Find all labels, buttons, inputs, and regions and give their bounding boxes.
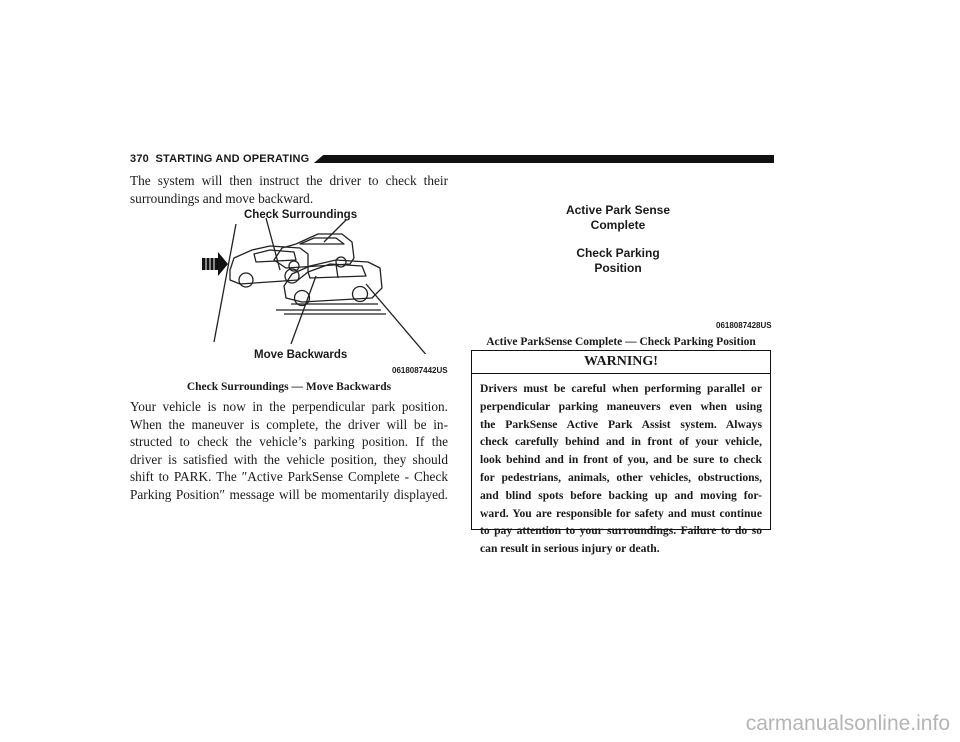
warning-line: to pay attention to your surroundings. Failure to do so [480,524,762,538]
body-line: When the maneuver is complete, the driver will be in- [130,416,448,432]
header-label [130,152,309,166]
page-header [130,152,774,166]
section-title: STARTING AND OPERATING [155,153,310,165]
body-paragraph [130,398,448,504]
display-line: Active Park Sense [565,203,671,217]
body-line: Your vehicle is now in the perpendicular park position. [130,399,448,414]
intro-line: The system will then instruct the driver to check their [130,173,448,188]
display-figure-code: 0618087428US [716,321,772,330]
warning-line: can result in serious injury or death. [480,542,660,556]
parking-illustration [196,214,456,354]
header-rule [314,155,774,163]
page-number: 370 [130,153,149,165]
body-line: driver is satisfied with the vehicle position, they should [130,451,448,467]
warning-line: Drivers must be careful when performing parallel or [480,382,762,395]
warning-line: perpendicular parking maneuvers even when using [480,399,762,413]
warning-box [471,350,771,556]
display-message-complete [548,203,688,233]
intro-paragraph [130,172,448,207]
warning-line: check carefully behind and in front of your vehicle, [480,435,762,449]
warning-line: look behind and in front of you, and be sure to check [480,453,762,467]
warning-body [472,374,770,558]
display-line: Complete [590,218,646,232]
intro-line: surroundings and move backward. [130,190,314,206]
warning-line: the ParkSense Active Park Assist system. Always [480,417,762,431]
display-line: Check Parking [576,246,660,260]
display-line: Position [594,261,642,275]
figure-label-move-backwards: Move Backwards [254,349,348,361]
body-line: structed to check the vehicle’s parking position. If the [130,434,448,450]
watermark-text: carmanualsonline.info [745,712,950,735]
warning-line: ward. You are responsible for safety and must continue [480,506,762,520]
display-figure-caption: Active ParkSense Complete — Check Parking Position [486,336,756,348]
body-line: shift to PARK. The ″Active ParkSense Complete - Check [130,469,448,485]
figure-code: 0618087442US [392,366,448,375]
body-line: Parking Position″ message will be momentarily displayed. [130,486,448,502]
warning-line: and blind spots before backing up and moving for- [480,488,762,502]
display-message-check-position [548,246,688,276]
warning-line: for pedestrians, animals, other vehicles, obstructions, [480,470,762,484]
warning-title: WARNING! [472,351,770,374]
figure-label-check-surroundings: Check Surroundings [244,209,358,221]
figure-caption: Check Surroundings — Move Backwards [186,381,392,393]
